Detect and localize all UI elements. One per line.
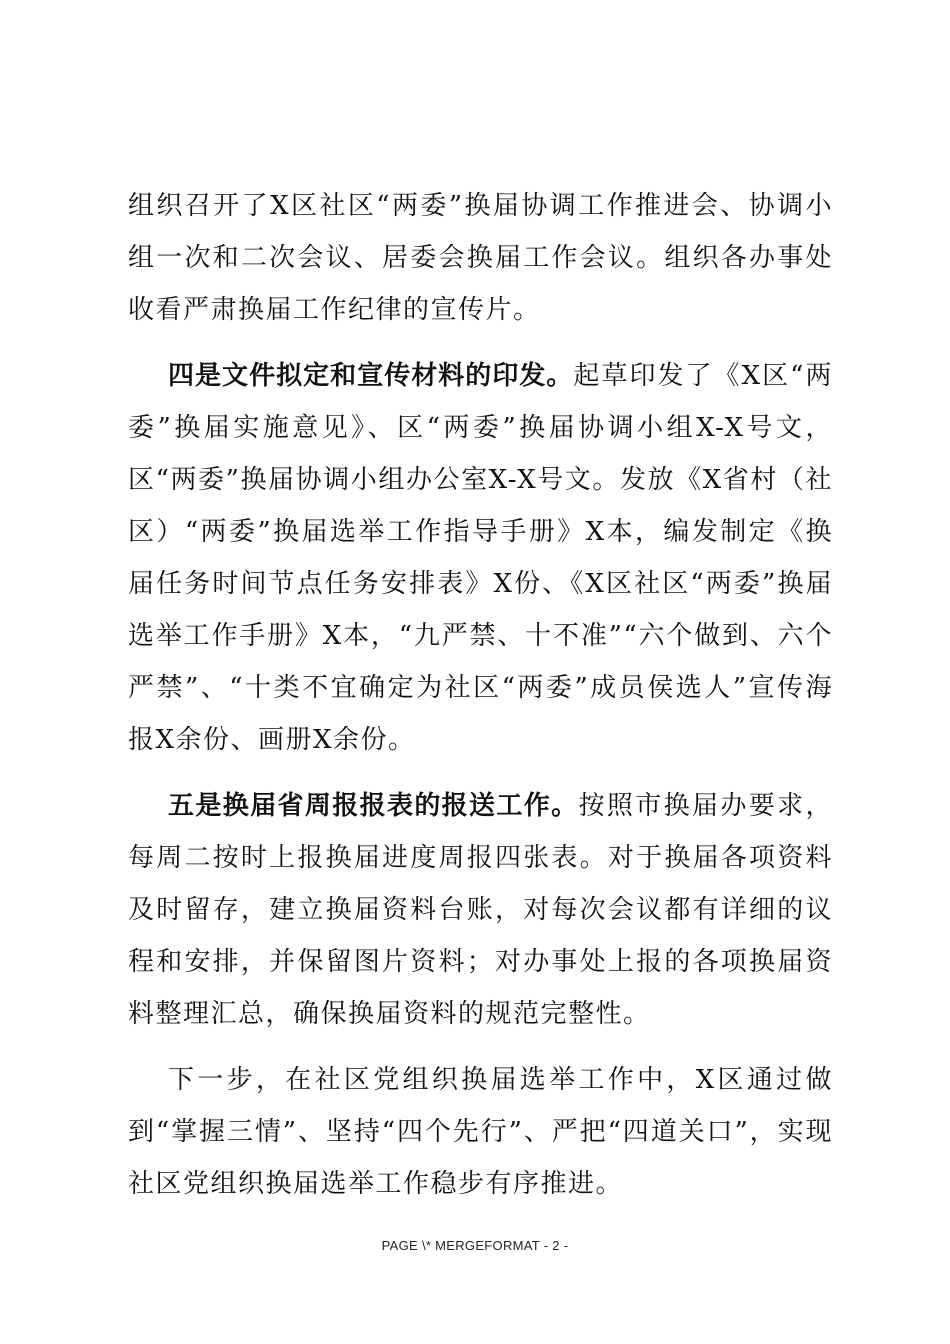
paragraph-next-steps: [128, 1054, 833, 1210]
paragraph-lead: 四是文件拟定和宣传材料的印发。: [168, 361, 574, 391]
paragraph-text: 下一步，在社区党组织换届选举工作中，X区通过做到“掌握三情”、坚持“四个先行”、严把“四道关口”，实现社区党组织换届选举工作稳步有序推进。: [128, 1065, 833, 1199]
paragraph-lead: 五是换届省周报报表的报送工作。: [168, 791, 579, 821]
paragraph-text: 组织召开了X区社区“两委”换届协调工作推进会、协调小组一次和二次会议、居委会换届工作会议。组织各办事处收看严肃换届工作纪律的宣传片。: [128, 191, 833, 325]
paragraph-item-five: [128, 780, 833, 1040]
page-footer: PAGE \* MERGEFORMAT - 2 -: [381, 1238, 569, 1253]
paragraph-item-four: [128, 350, 833, 766]
paragraph-text: 按照市换届办要求，每周二按时上报换届进度周报四张表。对于换届各项资料及时留存，建立换届资料台账，对每次会议都有详细的议程和安排，并保留图片资料；对办事处上报的各项换届资料整理汇总，确保换届资料的规范完整性。: [128, 791, 833, 1029]
paragraph-continuation: [128, 180, 833, 336]
paragraph-text: 起草印发了《X区“两委”换届实施意见》、区“两委”换届协调小组X-X号文，区“两委”换届协调小组办公室X-X号文。发放《X省村（社区）“两委”换届选举工作指导手册》X本，编发制定《换届任务时间节点任务安排表》X份、《X区社区“两委”换届选举工作手册》X本，“九严禁、十不准”“六个做到、六个严禁”、“十类不宜确定为社区“两委”成员侯选人”宣传海报X余份、画册X余份。: [128, 361, 833, 755]
document-body: [128, 180, 833, 1224]
